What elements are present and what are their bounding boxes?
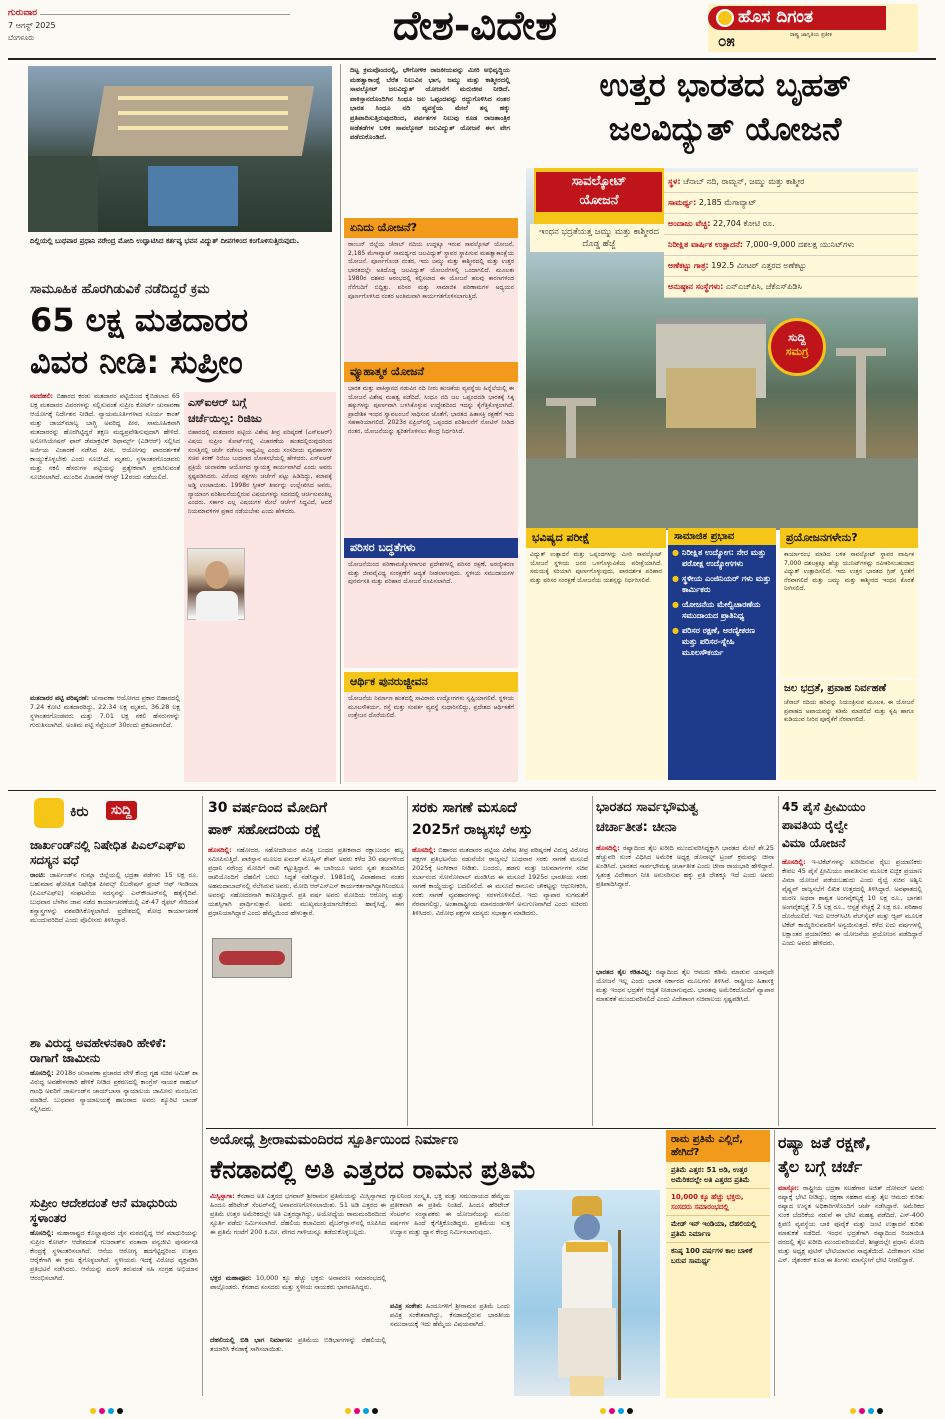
rama-info-item-2: 10,000 ಕ್ಕೂ ಹೆಚ್ಚು ಭಕ್ತರು, ಸಂಸದರು ಸಮಾರಂಭದಲ್ಲಿ <box>666 1189 770 1216</box>
voters-headline-2: ವಿವರ ನೀಡಿ: ಸುಪ್ರೀಂ <box>30 343 243 381</box>
registration-marks-mid <box>600 1408 633 1414</box>
hydro-water-text: ಚೆನಾಬ್ ನದಿಯ ಹರಿವನ್ನು ನಿಯಂತ್ರಿಸುವ ಮೂಲಕ, ಈ ಯೋಜನೆ ಪ್ರವಾಹದ ಅಪಾಯವನ್ನು ಕಡಿಮೆ ಮಾಡಲಿದೆ ಮತ್ತು ಕೃಷಿ ಹಾಗೂ ಕುಡಿಯುವ ನೀರಿನ ಪೂರೈಕೆಗೆ ನೆರವಾಗಲಿದೆ. <box>784 699 914 724</box>
rijiju-title: ಚರ್ಚೆಯಿಲ್ಲ: ರಿಜಿಜು <box>188 412 262 425</box>
section-title: ದೇಶ-ವಿದೇಶ <box>392 3 558 49</box>
rakhi-headline-1: 30 ವರ್ಷದಿಂದ ಮೋದಿಗೆ <box>208 800 327 816</box>
savalkot-tag-sub: ಇಂಧನ ಭದ್ರತೆಯತ್ತ ಜಮ್ಮು ಮತ್ತು ಕಾಶ್ಮೀರದ ದೊಡ್ಡ ಹೆಜ್ಜೆ <box>530 224 668 252</box>
hydro-future-box <box>526 528 666 780</box>
china-headline-1: ಭಾರತದ ಸಾರ್ವಭೌಮತ್ವ <box>596 800 699 815</box>
rijiju-text: ಬಿಹಾರದಲ್ಲಿ ಮತದಾರರ ಪಟ್ಟಿಯ ವಿಶೇಷ ತೀವ್ರ ಪರಿಷ್ಕರಣೆ (ಎಸ್‌ಐಆರ್) ವಿಷಯ ಸುಪ್ರೀಂ ಕೋರ್ಟ್‌ನಲ್ಲಿ ವಿಚಾರಣೆಯ ಹಂತದಲ್ಲಿರುವುದರಿಂದ ಸಂಸತ್ತಿನಲ್ಲಿ ಚರ್ಚೆ ನಡೆಸಲು ಸಾಧ್ಯವಿಲ್ಲ ಎಂದು ಸಂಸದೀಯ ವ್ಯವಹಾರಗಳ ಸಚಿವ ಕಿರಣ್ ರಿಜಿಜು ಬುಧವಾರ ಲೋಕಸಭೆಯಲ್ಲಿ ಹೇಳಿದರು. ಎಸ್‌ಐಆರ್ ಪ್ರಕ್ರಿಯೆ ಚುನಾವಣಾ ಆಯೋಗದ ಸ್ವಾಯತ್ತ ಕಾರ್ಯವಾಗಿದೆ ಎಂದು ಅವರು ಸ್ಪಷ್ಟಪಡಿಸಿದರು. ವಿರೋಧ ಪಕ್ಷಗಳು ಚರ್ಚೆಗೆ ಪಟ್ಟು ಹಿಡಿದಿದ್ದು, ಕಲಾಪಕ್ಕೆ ಅಡ್ಡಿ ಉಂಟಾಯಿತು. 1998ರ ಸ್ಪೀಕರ್ ತೀರ್ಪನ್ನು ಉಲ್ಲೇಖಿಸಿದ ಅವರು, ನ್ಯಾಯಾಂಗ ಪರಿಶೀಲನೆಯಲ್ಲಿರುವ ವಿಷಯಗಳನ್ನು ಸದನದಲ್ಲಿ ಚರ್ಚಿಸುವಂತಿಲ್ಲ ಎಂದರು. ಸರ್ಕಾರ ಎಲ್ಲ ವಿಷಯಗಳ ಮೇಲೆ ಚರ್ಚೆಗೆ ಸಿದ್ಧವಿದೆ, ಆದರೆ ನಿಯಮಾವಳಿಗಳ ಪ್ರಕಾರ ನಡೆಯಬೇಕು ಎಂದು ಹೇಳಿದರು. <box>188 429 332 516</box>
rakhi-headline-2: ಪಾಕ್ ಸಹೋದರಿಯ ರಕ್ಷೆ <box>208 822 322 838</box>
brand-logo-icon <box>716 9 734 27</box>
rama-info-item-4: ಕನಿಷ್ಠ 100 ವರ್ಷಗಳ ಕಾಲ ಬಾಳಿಕೆ ಬರುವ ಸಾಮರ್ಥ್ಯ <box>671 1247 753 1265</box>
insurance-headline-2: ಪಾವತಿಯ ರೈಲ್ವೇ <box>782 818 848 832</box>
hydro-strategic-title: ವ್ಯೂಹಾತ್ಮಕ ಯೋಜನೆ <box>344 362 518 382</box>
brief-2: ಶಾ ವಿರುದ್ಧ ಅವಹೇಳನಕಾರಿ ಹೇಳಿಕೆ: ರಾಗಾಗೆ ಜಾಮೀನು ಹೊಸದಿಲ್ಲಿ: 2018ರ ಚುನಾವಣಾ ಪ್ರಚಾರದ ವೇಳೆ ಕೇಂದ್ರ ಗೃಹ ಸಚಿವ ಅಮಿತ್ ಶಾ ವಿರುದ್ಧ ಅವಹೇಳನಕಾರಿ ಹೇಳಿಕೆ ನೀಡಿದ ಪ್ರಕರಣದಲ್ಲಿ ಕಾಂಗ್ರೆಸ್ ನಾಯಕ ರಾಹುಲ್ ಗಾಂಧಿ ಅವರಿಗೆ ಜಾರ್ಖಂಡ್‌ನ ಚಾಯ್‌ಬಾಸಾ ನ್ಯಾಯಾಲಯ ಜಾಮೀನು ಮಂಜೂರು ಮಾಡಿದೆ. ಬುಧವಾರ ನ್ಯಾಯಾಲಯಕ್ಕೆ ಹಾಜರಾದ ಅವರು ಶ್ಯೂರಿಟಿ ಬಾಂಡ್ ಸಲ್ಲಿಸಿದರು. <box>30 1036 198 1113</box>
fact-agencies: ಅನುಷ್ಠಾನ ಸಂಸ್ಥೆಗಳು: ಎನ್‌ಎಚ್‌ಪಿಸಿ, ಜೆಕೆಎಸ್‌ಪಿಡಿಸಿ <box>664 277 918 298</box>
fact-cost: ಅಂದಾಜು ವೆಚ್ಚ: 22,704 ಕೋಟಿ ರೂ. <box>664 214 918 235</box>
top-photo-caption: ದಿಲ್ಲಿಯಲ್ಲಿ ಬುಧವಾರ ಪ್ರಧಾನಿ ನರೇಂದ್ರ ಮೋದಿ ಉದ್ಘಾಟಿಸಿದ ಕರ್ತವ್ಯ ಭವನ ವಿದ್ಯುತ್ ದೀಪಗಳಿಂದ ಕಂಗೊಳಿಸುತ್ತಿರುವುದು. <box>30 237 300 245</box>
brief-1: ಜಾರ್ಖಂಡ್‌ನಲ್ಲಿ ನಿಷೇಧಿತ ಪಿಎಲ್‌ಎಫ್‌ಐ ಸದಸ್ಯನ ವಧೆ ರಾಂಚಿ: ಜಾರ್ಖಂಡ್‌ನ ಗುಮ್ಲಾ ಜಿಲ್ಲೆಯಲ್ಲಿ ಭದ್ರತಾ ಪಡೆಗಳು 15 ಲಕ್ಷ ರೂ. ಬಹುಮಾನ ಘೋಷಿತ ನಿಷೇಧಿತ ಪೀಪಲ್ಸ್ ಲಿಬರೇಷನ್ ಫ್ರಂಟ್ ಆಫ್ ಇಂಡಿಯಾ (ಪಿಎಲ್‌ಎಫ್‌ಐ) ಸಂಘಟನೆಯ ಸದಸ್ಯನನ್ನು ಎನ್‌ಕೌಂಟರ್‌ನಲ್ಲಿ ಹತ್ಯೆಗೈದಿವೆ. ಬುಧವಾರ ಬೆಳಗಿನ ಜಾವ ನಡೆದ ಕಾರ್ಯಾಚರಣೆಯಲ್ಲಿ ಎಕೆ-47 ರೈಫಲ್ ಸೇರಿದಂತೆ ಶಸ್ತ್ರಾಸ್ತ್ರಗಳನ್ನು ವಶಪಡಿಸಿಕೊಳ್ಳಲಾಗಿದೆ. ಪ್ರದೇಶದಲ್ಲಿ ಶೋಧ ಕಾರ್ಯಾಚರಣೆ ಮುಂದುವರಿದಿದೆ ಎಂದು ಪೊಲೀಸರು ತಿಳಿಸಿದ್ದಾರೆ. <box>30 838 198 924</box>
hydro-what-text: ರಾಂಬನ್ ಜಿಲ್ಲೆಯ ಚೆನಾಬ್ ನದಿಯ ಉದ್ದಕ್ಕೂ ಇರುವ ಸಾವಲ್ಕೋಟ್ ಯೋಜನೆ, 2,185 ಮೆಗಾವ್ಯಾಟ್ ಸಾಮರ್ಥ್ಯದ ಜಲವಿದ್ಯುತ್ ಸ್ಥಾವರ ಸ್ಥಾಪಿಸುವ ಮಹತ್ವಾಕಾಂಕ್ಷೆಯ ಯೋಜನೆ. ಪೂರ್ಣಗೊಂಡ ನಂತರ, ಇದು ಜಮ್ಮು ಮತ್ತು ಕಾಶ್ಮೀರದಲ್ಲಿ ಮತ್ತು ಉತ್ತರ ಭಾರತದಲ್ಲೇ ಅತಿದೊಡ್ಡ ಜಲವಿದ್ಯುತ್ ಯೋಜನೆಗಳಲ್ಲಿ ಒಂದಾಗಲಿದೆ. ಮೂಲತಃ 1980ರ ದಶಕದ ಆರಂಭದಲ್ಲಿ ಕಲ್ಪಿಸಲಾದ ಈ ಯೋಜನೆ ಹಲವು ಕಾರಣಗಳಿಂದ ನೆನೆಗುದಿಗೆ ಬಿದ್ದಿತ್ತು. ಪರಿಸರ ಮತ್ತು ಸಾಮಾಜಿಕ ಪರಿಣಾಮಗಳ ಅಧ್ಯಯನ ಪೂರ್ಣಗೊಳಿಸಿದ ನಂತರ ಅಂತಿಮವಾಗಿ ಕಾರ್ಯಗತಗೊಳಿಸಲಾಗುತ್ತಿದೆ. <box>348 241 514 300</box>
insurance-headline-3: ವಿಮಾ ಯೋಜನೆ <box>782 836 846 850</box>
rama-statue-photo <box>514 1190 660 1396</box>
registration-marks-right <box>850 1408 883 1414</box>
hydro-benefit-title: ಪ್ರಯೋಜನಗಳೇನು? <box>780 528 918 548</box>
rajyasabha-divider <box>592 796 593 1126</box>
rakhi-photo <box>212 938 292 978</box>
masthead-day: ಗುರುವಾರ <box>8 8 38 18</box>
voters-kicker: ಸಾಮೂಹಿಕ ಹೊರಗಿಡುವಿಕೆ ನಡೆದಿದ್ದರೆ ಕ್ರಮ <box>30 282 210 297</box>
rama-col2: ಗ್ಯಾಲನಿಂದ ಸಂಸ್ಕೃತಿ, ಭಕ್ತಿ ಮತ್ತು ಸಮುದಾಯದ ಹೆಮ್ಮೆಯ ಪ್ರತೀಕವಾಗಿ ಈ ಪ್ರತಿಮೆ ನಿಂತಿದೆ. ಹಿಂದೂ ಹೆರಿಟೇಜ್ ಸೆಂಟರ್‌ನ ಸಂಸ್ಥಾಪಕರು ಈ ಯೋಜನೆಯನ್ನು ಮೂರು ವರ್ಷಗಳ ಹಿಂದೆ ಕೈಗೆತ್ತಿಕೊಂಡಿದ್ದರು. ಪ್ರತಿಮೆಯ ಸುತ್ತ ಉದ್ಯಾನ ಮತ್ತು ಧ್ಯಾನ ಕೇಂದ್ರ ನಿರ್ಮಿಸಲಾಗುವುದು. <box>390 1192 510 1236</box>
social-item-2: ● ಸ್ಥಳೀಯ ಎಂಜಿನಿಯರ್ ಗಳು ಮತ್ತು ಕಾರ್ಮಿಕರು <box>668 571 776 597</box>
savalkot-tag-line-2: ಯೋಜನೆ <box>579 193 619 208</box>
insurance-headline-1: 45 ಪೈಸೆ ಪ್ರೀಮಿಯಂ <box>782 800 866 814</box>
china-divider <box>778 796 779 1126</box>
china-headline-2: ಚರ್ಚಾತೀತ: ಚೀನಾ <box>596 820 677 835</box>
brief-1-title: ಜಾರ್ಖಂಡ್‌ನಲ್ಲಿ ನಿಷೇಧಿತ ಪಿಎಲ್‌ಎಫ್‌ಐ ಸದಸ್ಯನ ವಧೆ <box>30 838 186 867</box>
brand-name: ಹೊಸ ದಿಗಂತ <box>738 7 813 27</box>
rama-holy: ಪವಿತ್ರ ಸಂಕೇತ: ಹಿಂದೂಗಳಿಗೆ ಶ್ರೀರಾಮನ ಪ್ರತಿಮೆ ಒಂದು ಪವಿತ್ರ ಸಂಕೇತವಾಗಿದ್ದು, ಕೆನಡಾದಲ್ಲಿರುವ ಭಾರತೀಯ ಸಮುದಾಯಕ್ಕೆ ಇದು ಹೆಮ್ಮೆಯ ವಿಷಯವಾಗಿದೆ. <box>390 1302 510 1328</box>
rakhi-text: ಹೊಸದಿಲ್ಲಿ: ಸಹೋದರ, ಸಹೋದರಿಯರ ಪವಿತ್ರ ಬಂಧದ ಪ್ರತೀಕವಾದ ರಕ್ಷಾಬಂಧನ ಹಬ್ಬ ಸಮೀಪಿಸುತ್ತಿದೆ. ಪಾಕಿಸ್ತಾನ ಮೂಲದ ಖಮರ್ ಮೊಹ್ಸಿನ್ ಶೇಖ್ ಅವರು ಕಳೆದ 30 ವರ್ಷಗಳಿಂದ ಪ್ರಧಾನಿ ನರೇಂದ್ರ ಮೋದಿಗೆ ರಾಖಿ ಕಟ್ಟುತ್ತಿದ್ದಾರೆ. ಈ ಬಾರಿಯೂ ಅವರು ಸ್ವತಃ ತಯಾರಿಸಿದ ರಾಖಿಯೊಂದಿಗೆ ದೆಹಲಿಗೆ ಬರಲು ಸಿದ್ಧತೆ ನಡೆಸಿದ್ದಾರೆ. 1981ರಲ್ಲಿ ವಿವಾಹವಾದ ನಂತರ ಅಹಮದಾಬಾದ್‌ನಲ್ಲಿ ನೆಲೆಸಿರುವ ಅವರು, ಮೋದಿ ಆರ್‌ಎಸ್‌ಎಸ್ ಕಾರ್ಯಕರ್ತರಾಗಿದ್ದಾಗಿನಿಂದಲೂ ಅವರನ್ನು ಸಹೋದರನಾಗಿ ಕಾಣುತ್ತಿದ್ದಾರೆ. ಪ್ರತಿ ವರ್ಷ ಅವರು ಮೋದಿಯ ಆರೋಗ್ಯ ಮತ್ತು ಯಶಸ್ಸಿಗಾಗಿ ಪ್ರಾರ್ಥಿಸುತ್ತಾರೆ. ಅವರು ಮುಖ್ಯಮಂತ್ರಿಯಾಗಬೇಕೆಂದು ಹಾರೈಸಿದ್ದೆ, ಈಗ ಪ್ರಧಾನಿಯಾಗಿದ್ದಾರೆ ಎಂದು ಹೆಮ್ಮೆಯಿಂದ ಹೇಳುತ್ತಾರೆ. <box>208 846 404 917</box>
insurance-text: ಹೊಸದಿಲ್ಲಿ: ಇ-ಟಿಕೆಟ್‌ಗಳನ್ನು ಖರೀದಿಸುವ ರೈಲು ಪ್ರಯಾಣಿಕರು ಕೇವಲ 45 ಪೈಸೆ ಪ್ರೀಮಿಯಂ ಪಾವತಿಸುವ ಮೂಲಕ ಐಚ್ಛಿಕ ಪ್ರಯಾಣ ವಿಮಾ ಯೋಜನೆ ಪಡೆಯಬಹುದು ಎಂದು ರೈಲ್ವೆ ಸಚಿವ ಅಶ್ವಿನಿ ವೈಷ್ಣವ್ ರಾಜ್ಯಸಭೆಗೆ ಲಿಖಿತ ಉತ್ತರದಲ್ಲಿ ತಿಳಿಸಿದ್ದಾರೆ. ಅಪಘಾತದಲ್ಲಿ ಮರಣ ಅಥವಾ ಶಾಶ್ವತ ಅಂಗವೈಕಲ್ಯಕ್ಕೆ 10 ಲಕ್ಷ ರೂ., ಭಾಗಶಃ ಅಂಗವೈಕಲ್ಯಕ್ಕೆ 7.5 ಲಕ್ಷ ರೂ., ಆಸ್ಪತ್ರೆ ವೆಚ್ಚಕ್ಕೆ 2 ಲಕ್ಷ ರೂ. ಪರಿಹಾರ ದೊರೆಯಲಿದೆ. ಇದು ಐಆರ್‌ಸಿಟಿಸಿ ವೆಬ್‌ಸೈಟ್ ಮತ್ತು ಆ್ಯಪ್ ಮೂಲಕ ಟಿಕೆಟ್ ಕಾಯ್ದಿರಿಸುವವರಿಗೆ ಅನ್ವಯಿಸುತ್ತದೆ. ಕಳೆದ ಐದು ವರ್ಷಗಳಲ್ಲಿ ಲಕ್ಷಾಂತರ ಪ್ರಯಾಣಿಕರು ಈ ಯೋಜನೆಯ ಪ್ರಯೋಜನ ಪಡೆದಿದ್ದಾರೆ ಎಂದು ಅವರು ಹೇಳಿದರು. <box>782 858 922 947</box>
page-number: ೦೫ <box>718 32 735 50</box>
savalkot-tag-line-1: ಸಾವಲ್ಕೋಟ್ <box>571 174 627 189</box>
fact-dam-size: ಅಣೆಕಟ್ಟು ಗಾತ್ರ: 192.5 ಮೀಟರ್ ಎತ್ತರದ ಅಣೆಕಟ್ಟು <box>664 256 918 277</box>
hydro-eco-text: ಯೋಜನೆಯ ನಿರ್ಮಾಣ ಹಂತದಲ್ಲಿ ಸಾವಿರಾರು ಉದ್ಯೋಗಗಳು ಸೃಷ್ಟಿಯಾಗಲಿವೆ. ಸ್ಥಳೀಯ ಮೂಲಸೌಕರ್ಯ, ರಸ್ತೆ ಮತ್ತು ಸಂಪರ್ಕ ವ್ಯವಸ್ಥೆ ಸುಧಾರಿಸಲಿದ್ದು, ಪ್ರದೇಶದ ಆರ್ಥಿಕತೆಗೆ ಉತ್ತೇಜನ ದೊರೆಯಲಿದೆ. <box>348 695 514 720</box>
hydro-water-title: ಜಲ ಭದ್ರತೆ, ಪ್ರವಾಹ ನಿರ್ವಹಣೆ <box>784 683 886 694</box>
rama-info-title: ರಾಮ ಪ್ರತಿಮೆ ಎಲ್ಲಿದೆ, ಹೇಗಿದೆ? <box>666 1130 770 1162</box>
hydro-env-text: ಯೋಜನೆಯಿಂದ ಪರಿಣಾಮಕ್ಕೊಳಗಾಗುವ ಪ್ರದೇಶಗಳಲ್ಲಿ ಪರಿಸರ ರಕ್ಷಣೆ, ಅರಣ್ಯೀಕರಣ ಮತ್ತು ಜೀವವೈವಿಧ್ಯ ಸಂರಕ್ಷಣೆಗೆ ಆದ್ಯತೆ ನೀಡಲಾಗುವುದು. ಸ್ಥಳೀಯ ಸಮುದಾಯಗಳ ಪುನರ್ವಸತಿ ಮತ್ತು ಪರಿಹಾರ ಯೋಜನೆ ರೂಪಿಸಲಾಗಿದೆ. <box>348 561 514 586</box>
oil-headline-1: ರಷ್ಯಾ ಜತೆ ರಕ್ಷಣೆ, <box>778 1133 872 1152</box>
rajyasabha-text: ಹೊಸದಿಲ್ಲಿ: ಬಿಹಾರದ ಮತದಾರರ ಪಟ್ಟಿಯ ವಿಶೇಷ ತೀವ್ರ ಪರಿಷ್ಕರಣೆ ವಿರುದ್ಧ ವಿರೋಧ ಪಕ್ಷಗಳ ಪ್ರತಿಭಟನೆಯ ನಡುವೆಯೇ ರಾಜ್ಯಸಭೆ ಬುಧವಾರ ಸರಕು ಸಾಗಣೆ ಮಸೂದೆ 2025ಕ್ಕೆ ಅಂಗೀಕಾರ ನೀಡಿತು. ಬಂದರು, ಹಡಗು ಮತ್ತು ಜಲಮಾರ್ಗಗಳ ಸಚಿವ ಸರ್ಬಾನಂದ ಸೋನೋವಾಲ್ ಮಂಡಿಸಿದ ಈ ಮಸೂದೆ 1925ರ ಭಾರತೀಯ ಸರಕು ಸಾಗಣೆ ಕಾಯ್ದೆಯನ್ನು ಬದಲಿಸಲಿದೆ. ಈ ಮಸೂದೆ ಕಾನೂನು ಚೌಕಟ್ಟನ್ನು ಆಧುನೀಕರಿಸಿ, ಸರಕು ಸಾಗಣೆ ವ್ಯವಹಾರಗಳನ್ನು ಸರಳಗೊಳಿಸಲಿದೆ. ಇದು ವ್ಯಾಪಾರ ಸುಗಮತೆಗೆ ನೆರವಾಗಲಿದ್ದು, ಅಂತಾರಾಷ್ಟ್ರೀಯ ಮಾನದಂಡಗಳಿಗೆ ಅನುಗುಣವಾಗಿದೆ ಎಂದು ಸಚಿವರು ತಿಳಿಸಿದರು. ವಿರೋಧ ಪಕ್ಷಗಳ ಸದಸ್ಯರು ಸಭಾತ್ಯಾಗ ಮಾಡಿದರು. <box>412 846 588 917</box>
hydro-headline-2: ಜಲವಿದ್ಯುತ್ ಯೋಜನೆ <box>608 110 842 148</box>
china-text: ಹೊಸದಿಲ್ಲಿ: ರಷ್ಯಾದಿಂದ ತೈಲ ಖರೀದಿ ಮುಂದುವರಿಸಿದ್ದಕ್ಕಾಗಿ ಭಾರತದ ಮೇಲೆ ಶೇ.25 ಹೆಚ್ಚುವರಿ ಸುಂಕ ವಿಧಿಸಿದ ಅಮೆರಿಕ ಅಧ್ಯಕ್ಷ ಡೊನಾಲ್ಡ್ ಟ್ರಂಪ್ ಕ್ರಮವನ್ನು ಚೀನಾ ಖಂಡಿಸಿದೆ. ಭಾರತದ ಸಾರ್ವಭೌಮತ್ವ ಚರ್ಚಾತೀತ ಎಂದು ಚೀನಾ ರಾಯಭಾರಿ ಹೇಳಿದ್ದಾರೆ. ಸ್ವತಂತ್ರ ವಿದೇಶಾಂಗ ನೀತಿ ಅನುಸರಿಸುವ ಹಕ್ಕು ಪ್ರತಿ ದೇಶಕ್ಕೂ ಇದೆ ಎಂದು ಅವರು ಪ್ರತಿಪಾದಿಸಿದ್ದಾರೆ. <box>596 844 774 888</box>
rama-sub: ಭಕ್ತರ ಮಹಾಪೂರ: 10,000 ಕ್ಕೂ ಹೆಚ್ಚು ಭಕ್ತರು ಅನಾವರಣ ಸಮಾರಂಭದಲ್ಲಿ ಪಾಲ್ಗೊಂಡರು. ಕೆನಡಾದ ಸಂಸದರು ಮತ್ತು ಸ್ಥಳೀಯ ನಾಯಕರು ಭಾಗವಹಿಸಿದ್ದರು. <box>210 1274 386 1291</box>
china-sub: ಭಾರತದ ತೈಲ ಕಡಿತವಿಲ್ಲ: ರಷ್ಯಾದಿಂದ ತೈಲ ಆಮದು ಕಡಿಮೆ ಮಾಡುವ ಯಾವುದೇ ಯೋಜನೆ ಇಲ್ಲ ಎಂದು ಭಾರತ ಸರ್ಕಾರದ ಮೂಲಗಳು ತಿಳಿಸಿವೆ. ರಾಷ್ಟ್ರೀಯ ಹಿತಾಸಕ್ತಿ ಮತ್ತು ಇಂಧನ ಭದ್ರತೆಗೆ ಆದ್ಯತೆ ನೀಡಲಾಗುವುದು. ಭಾರತವು ಅಮೆರಿಕದೊಂದಿಗೆ ವ್ಯಾಪಾರ ಮಾತುಕತೆ ಮುಂದುವರಿಸಲಿದೆ ಎಂದು ವಿದೇಶಾಂಗ ಸಚಿವಾಲಯ ಸ್ಪಷ್ಟಪಡಿಸಿದೆ. <box>596 968 774 1003</box>
hydro-future-title: ಭವಿಷ್ಯದ ಪರೀಕ್ಷೆ <box>526 528 666 548</box>
hydro-eco-box <box>344 672 518 782</box>
briefs-brand: ಕಿರು ಸುದ್ದಿ <box>34 798 154 832</box>
kartavya-bhavan-photo <box>28 66 332 232</box>
oil-headline-2: ತೈಲ ಬಗ್ಗೆ ಚರ್ಚೆ <box>778 1157 863 1176</box>
rama-headline: ಕೆನಡಾದಲ್ಲಿ ಅತಿ ಎತ್ತರದ ರಾಮನ ಪ್ರತಿಮೆ <box>210 1155 537 1184</box>
rama-sub2: ದೆಹಲಿಯಲ್ಲಿ ಬಿಡಿ ಭಾಗ ನಿರ್ಮಾಣ: ಪ್ರತಿಮೆಯ ಬಿಡಿಭಾಗಗಳನ್ನು ದೆಹಲಿಯಲ್ಲಿ ತಯಾರಿಸಿ ಕೆನಡಾಕ್ಕೆ ಸಾಗಿಸಲಾಯಿತು. <box>210 1336 386 1353</box>
briefs-divider <box>202 796 203 1396</box>
fact-output: ನಿರೀಕ್ಷಿತ ವಾರ್ಷಿಕ ಉತ್ಪಾದನೆ: 7,000–9,000 ದಶಲಕ್ಷ ಯುನಿಟ್‌ಗಳು <box>664 235 918 256</box>
oil-text: ಮಾಸ್ಕೋ: ರಾಷ್ಟ್ರೀಯ ಭದ್ರತಾ ಸಲಹೆಗಾರ ಅಜಿತ್ ದೋವಲ್ ಅವರು ರಷ್ಯಾಕ್ಕೆ ಭೇಟಿ ನೀಡಿದ್ದು, ರಕ್ಷಣಾ ಸಹಕಾರ ಮತ್ತು ತೈಲ ಆಮದು ಕುರಿತು ರಷ್ಯಾದ ಉನ್ನತ ಅಧಿಕಾರಿಗಳೊಂದಿಗೆ ಚರ್ಚೆ ನಡೆಸಿದ್ದಾರೆ. ಅಮೆರಿಕದ ಸುಂಕ ಬೆದರಿಕೆಯ ನಡುವೆ ಈ ಭೇಟಿ ಮಹತ್ವ ಪಡೆದಿದೆ. ಎಸ್-400 ಕ್ಷಿಪಣಿ ವ್ಯವಸ್ಥೆಯ ಬಾಕಿ ಪೂರೈಕೆ ಮತ್ತು ಜಂಟಿ ಉತ್ಪಾದನೆ ಕುರಿತು ಮಾತುಕತೆ ನಡೆದಿದೆ. ಇಂಧನ ಭದ್ರತೆಗಾಗಿ ರಷ್ಯಾದಿಂದ ರಿಯಾಯಿತಿ ದರದಲ್ಲಿ ತೈಲ ಖರೀದಿ ಮುಂದುವರಿಯಲಿದೆ. ಶೀಘ್ರದಲ್ಲೇ ಪ್ರಧಾನಿ ಮೋದಿ ಮತ್ತು ಅಧ್ಯಕ್ಷ ಪುಟಿನ್ ಭೇಟಿಯಾಗುವ ಸಾಧ್ಯತೆಯಿದೆ. ವಿದೇಶಾಂಗ ಸಚಿವ ಎಸ್. ಜೈಶಂಕರ್ ಕೂಡ ಈ ತಿಂಗಳು ಮಾಸ್ಕೋಗೆ ಭೇಟಿ ನೀಡಲಿದ್ದಾರೆ. <box>778 1184 924 1264</box>
hydro-strategic-text: ಭಾರತ ಮತ್ತು ಪಾಕಿಸ್ತಾನದ ನಡುವಿನ ನದಿ ನೀರು ಹಂಚಿಕೆಯ ವ್ಯವಸ್ಥೆಯ ಹಿನ್ನೆಲೆಯಲ್ಲಿ ಈ ಯೋಜನೆ ವಿಶೇಷ ಮಹತ್ವ ಪಡೆದಿದೆ. ಸಿಂಧೂ ನದಿ ಜಲ ಒಪ್ಪಂದದಡಿ ಭಾರತಕ್ಕೆ ಸಿಕ್ಕ ಹಕ್ಕುಗಳನ್ನು ಪೂರ್ಣವಾಗಿ ಬಳಸಿಕೊಳ್ಳುವ ಉದ್ದೇಶದಿಂದ ಇದನ್ನು ಕೈಗೆತ್ತಿಕೊಳ್ಳಲಾಗಿದೆ. ಪ್ರಾದೇಶಿಕ ಇಂಧನ ಸ್ವಾವಲಂಬನೆ ಸಾಧಿಸುವ ಜೊತೆಗೆ, ಭಾರತದ ಹಿತಾಸಕ್ತಿ ರಕ್ಷಣೆಗೆ ಇದು ಸಹಕಾರಿಯಾಗಲಿದೆ. 2023ರ ಏಪ್ರಿಲ್‌ನಲ್ಲಿ ಒಪ್ಪಂದದ ಪರಿಶೀಲನೆಗೆ ನೋಟಿಸ್ ನೀಡಿದ ನಂತರ, ಯೋಜನೆಯನ್ನು ತ್ವರಿತಗೊಳಿಸಲು ಕೇಂದ್ರ ನಿರ್ಧರಿಸಿದೆ. <box>348 385 514 435</box>
brief-3-text: ಮಹಾರಾಷ್ಟ್ರದ ಕೊಲ್ಹಾಪುರದ ಜೈನ ಮಠದಲ್ಲಿದ್ದ ಆನೆ ಮಾಧುರಿಯನ್ನು ಸುಪ್ರೀಂ ಕೋರ್ಟ್ ಆದೇಶದಂತೆ ಗುಜರಾತ್‌ನ ವಂತಾರಾ ವನ್ಯಜೀವಿ ಪುನರ್ವಸತಿ ಕೇಂದ್ರಕ್ಕೆ ಸ್ಥಳಾಂತರಿಸಲಾಗಿದೆ. ಆನೆಯ ಆರೋಗ್ಯ ಹದಗೆಟ್ಟಿದ್ದರಿಂದ ಉತ್ತಮ ಆರೈಕೆಗಾಗಿ ಈ ಕ್ರಮ ಕೈಗೊಳ್ಳಲಾಗಿದೆ. ಸ್ಥಳೀಯರು ಇದಕ್ಕೆ ವಿರೋಧ ವ್ಯಕ್ತಪಡಿಸಿ ಪ್ರತಿಭಟನೆ ನಡೆಸಿದರು. ಆನೆಯನ್ನು ಮರಳಿ ತರುವಂತೆ ಸಹಿ ಸಂಗ್ರಹ ಅಭಿಯಾನ ಆರಂಭಿಸಲಾಗಿದೆ. <box>30 1229 198 1282</box>
brief-2-text: 2018ರ ಚುನಾವಣಾ ಪ್ರಚಾರದ ವೇಳೆ ಕೇಂದ್ರ ಗೃಹ ಸಚಿವ ಅಮಿತ್ ಶಾ ವಿರುದ್ಧ ಅವಹೇಳನಕಾರಿ ಹೇಳಿಕೆ ನೀಡಿದ ಪ್ರಕರಣದಲ್ಲಿ ಕಾಂಗ್ರೆಸ್ ನಾಯಕ ರಾಹುಲ್ ಗಾಂಧಿ ಅವರಿಗೆ ಜಾರ್ಖಂಡ್‌ನ ಚಾಯ್‌ಬಾಸಾ ನ್ಯಾಯಾಲಯ ಜಾಮೀನು ಮಂಜೂರು ಮಾಡಿದೆ. ಬುಧವಾರ ನ್ಯಾಯಾಲಯಕ್ಕೆ ಹಾಜರಾದ ಅವರು ಶ್ಯೂರಿಟಿ ಬಾಂಡ್ ಸಲ್ಲಿಸಿದರು. <box>30 1069 198 1113</box>
masthead <box>0 0 945 58</box>
social-item-1: ● ನಿರೀಕ್ಷಿತ ಉದ್ಯೋಗ: ನೇರ ಮತ್ತು ಪರೋಕ್ಷ ಉದ್ಯೋಗಗಳು <box>668 545 776 571</box>
social-item-3: ● ಯೋಜನೆಯ ಮೇಲ್ವಿಚಾರಣೆಯ ಸಮುದಾಯದ ಪ್ರಾತಿನಿಧ್ಯ <box>668 597 776 623</box>
hydro-what-title: ಏನಿದು ಯೋಜನೆ? <box>344 218 518 238</box>
voters-stat: ಮತದಾರರ ಪಟ್ಟಿ ಪರಿಷ್ಕರಣೆ: ಚುನಾವಣಾ ಆಯೋಗದ ಪ್ರಕಾರ ಬಿಹಾರದಲ್ಲಿ 7.24 ಕೋಟಿ ಮತದಾರರಿದ್ದು, 22.34 ಲಕ್ಷ ಮೃತರು, 36.28 ಲಕ್ಷ ಸ್ಥಳಾಂತರಗೊಂಡವರು ಮತ್ತು 7.01 ಲಕ್ಷ ನಕಲಿ ಹೆಸರುಗಳನ್ನು ಗುರುತಿಸಲಾಗಿದೆ. ಅಂತಿಮ ಪಟ್ಟಿ ಸೆಪ್ಟೆಂಬರ್ 30ರಂದು ಪ್ರಕಟವಾಗಲಿದೆ. <box>30 694 180 729</box>
brand-block <box>708 4 918 52</box>
mid-rule <box>8 790 936 791</box>
rama-text: ಮಿಸ್ಸಿಸ್ಸಾಗಾ: ಕೆನಡಾದ ಅತಿ ಎತ್ತರದ ಭಗವಾನ್ ಶ್ರೀರಾಮನ ಪ್ರತಿಮೆಯನ್ನು ಮಿಸ್ಸಿಸ್ಸಾಗಾದ ಹಿಂದೂ ಹೆರಿಟೇಜ್ ಸೆಂಟರ್‌ನಲ್ಲಿ ಅನಾವರಣಗೊಳಿಸಲಾಯಿತು. 51 ಅಡಿ ಎತ್ತರದ ಈ ಪ್ರತಿಮೆ ಉತ್ತರ ಅಮೆರಿಕದಲ್ಲೇ ಅತಿ ಎತ್ತರದ್ದಾಗಿದ್ದು, ಅಯೋಧ್ಯೆಯ ರಾಮಮಂದಿರದಿಂದ ಸ್ಫೂರ್ತಿ ಪಡೆದು ನಿರ್ಮಿಸಲಾಗಿದೆ. ದೆಹಲಿಯ ಕಲಾವಿದರು ಫೈಬರ್‌ಗ್ಲಾಸ್‌ನಲ್ಲಿ ರೂಪಿಸಿದ ಈ ಪ್ರತಿಮೆ ಗಂಟೆಗೆ 200 ಕಿ.ಮೀ. ವೇಗದ ಗಾಳಿಯನ್ನೂ ತಡೆದುಕೊಳ್ಳಬಲ್ಲದು. <box>210 1192 386 1236</box>
voters-headline-1: 65 ಲಕ್ಷ ಮತದಾರರ <box>30 301 249 339</box>
fact-location: ಸ್ಥಳ: ಚೆನಾಬ್ ನದಿ, ರಾಮ್ಬನ್, ಜಮ್ಮು ಮತ್ತು ಕಾಶ್ಮೀರ <box>664 172 918 193</box>
hydro-env-title: ಪರಿಸರ ಬದ್ಧತೆಗಳು <box>344 538 518 558</box>
social-item-4: ● ಪರಿಸರ ರಕ್ಷಣೆ, ಅರಣ್ಯೀಕರಣ ಮತ್ತು ಪರಿಸರ-ಸ್ನೇಹಿ ಮೂಲಸೌಕರ್ಯ <box>668 623 776 660</box>
rama-info-box <box>666 1130 770 1398</box>
hydro-benefit-text: ಕಾರ್ಯಾರಂಭ ಮಾಡಿದ ಬಳಿಕ ಸಾವಲ್ಕೋಟ್ ಸ್ಥಾವರ ವಾರ್ಷಿಕ 7,000 ದಶಲಕ್ಷಕ್ಕೂ ಹೆಚ್ಚು ಯುನಿಟ್‌ಗಳಷ್ಟು ನವೀಕರಿಸಬಹುದಾದ ವಿದ್ಯುತ್ ಉತ್ಪಾದಿಸಲಿದೆ. ಇದು ಉತ್ತರ ಭಾರತದ ಗ್ರಿಡ್ ಸ್ಥಿರತೆಗೆ ನೆರವಾಗಲಿದೆ ಮತ್ತು ಜಮ್ಮು ಮತ್ತು ಕಾಶ್ಮೀರದ ಇಂಧನ ಕೊರತೆ ನೀಗಿಸಲಿದೆ. <box>784 551 914 593</box>
column-divider <box>340 64 341 784</box>
sudhi-samagra-badge: ಸುದ್ದಿ ಸಮಗ್ರ <box>768 318 826 376</box>
masthead-date: 7 ಆಗಸ್ಟ್ 2025 <box>8 21 56 30</box>
fact-capacity: ಸಾಮರ್ಥ್ಯ: 2,185 ಮೆಗಾವ್ಯಾಟ್ <box>664 193 918 214</box>
brief-1-text: ಜಾರ್ಖಂಡ್‌ನ ಗುಮ್ಲಾ ಜಿಲ್ಲೆಯಲ್ಲಿ ಭದ್ರತಾ ಪಡೆಗಳು 15 ಲಕ್ಷ ರೂ. ಬಹುಮಾನ ಘೋಷಿತ ನಿಷೇಧಿತ ಪೀಪಲ್ಸ್ ಲಿಬರೇಷನ್ ಫ್ರಂಟ್ ಆಫ್ ಇಂಡಿಯಾ (ಪಿಎಲ್‌ಎಫ್‌ಐ) ಸಂಘಟನೆಯ ಸದಸ್ಯನನ್ನು ಎನ್‌ಕೌಂಟರ್‌ನಲ್ಲಿ ಹತ್ಯೆಗೈದಿವೆ. ಬುಧವಾರ ಬೆಳಗಿನ ಜಾವ ನಡೆದ ಕಾರ್ಯಾಚರಣೆಯಲ್ಲಿ ಎಕೆ-47 ರೈಫಲ್ ಸೇರಿದಂತೆ ಶಸ್ತ್ರಾಸ್ತ್ರಗಳನ್ನು ವಶಪಡಿಸಿಕೊಳ್ಳಲಾಗಿದೆ. ಪ್ರದೇಶದಲ್ಲಿ ಶೋಧ ಕಾರ್ಯಾಚರಣೆ ಮುಂದುವರಿದಿದೆ ಎಂದು ಪೊಲೀಸರು ತಿಳಿಸಿದ್ದಾರೆ. <box>30 871 198 924</box>
registration-marks-left <box>90 1408 123 1414</box>
hydro-water-box <box>780 680 918 780</box>
brief-3: ಸುಪ್ರೀಂ ಆದೇಶದಂತೆ ಆನೆ ಮಾಧುರಿಯ ಸ್ಥಳಾಂತರ ಹೊಸದಿಲ್ಲಿ: ಮಹಾರಾಷ್ಟ್ರದ ಕೊಲ್ಹಾಪುರದ ಜೈನ ಮಠದಲ್ಲಿದ್ದ ಆನೆ ಮಾಧುರಿಯನ್ನು ಸುಪ್ರೀಂ ಕೋರ್ಟ್ ಆದೇಶದಂತೆ ಗುಜರಾತ್‌ನ ವಂತಾರಾ ವನ್ಯಜೀವಿ ಪುನರ್ವಸತಿ ಕೇಂದ್ರಕ್ಕೆ ಸ್ಥಳಾಂತರಿಸಲಾಗಿದೆ. ಆನೆಯ ಆರೋಗ್ಯ ಹದಗೆಟ್ಟಿದ್ದರಿಂದ ಉತ್ತಮ ಆರೈಕೆಗಾಗಿ ಈ ಕ್ರಮ ಕೈಗೊಳ್ಳಲಾಗಿದೆ. ಸ್ಥಳೀಯರು ಇದಕ್ಕೆ ವಿರೋಧ ವ್ಯಕ್ತಪಡಿಸಿ ಪ್ರತಿಭಟನೆ ನಡೆಸಿದರು. ಆನೆಯನ್ನು ಮರಳಿ ತರುವಂತೆ ಸಹಿ ಸಂಗ್ರಹ ಅಭಿಯಾನ ಆರಂಭಿಸಲಾಗಿದೆ. <box>30 1196 198 1282</box>
hydro-future-text: ವಿದ್ಯುತ್ ಉತ್ಪಾದನೆ ಮತ್ತು ಒಪ್ಪಂದಗಳನ್ನು ಮೀರಿ ಸಾವಲ್ಕೋಟ್ ಯೋಜನೆ ಸ್ಥಳೀಯ ಜನರ ಒಳಗೊಳ್ಳುವಿಕೆಯ ಪರೀಕ್ಷೆಯಾಗಿದೆ. ಸಮಯಕ್ಕೆ ಸರಿಯಾಗಿ ಪೂರ್ಣಗೊಳ್ಳುವುದು, ಪಾರದರ್ಶಕ ಪರಿಹಾರ ಮತ್ತು ಪರಿಸರ ಸಂರಕ್ಷಣೆ ಯೋಜನೆಯ ಯಶಸ್ಸನ್ನು ನಿರ್ಧರಿಸಲಿವೆ. <box>530 551 662 584</box>
voters-text: ನವದೆಹಲಿ: ಬಿಹಾರದ ಕರಡು ಮತದಾರರ ಪಟ್ಟಿಯಿಂದ ಕೈಬಿಡಲಾದ 65 ಲಕ್ಷ ಮತದಾರರ ವಿವರಗಳನ್ನು ಸಲ್ಲಿಸುವಂತೆ ಸುಪ್ರೀಂ ಕೋರ್ಟ್ ಚುನಾವಣಾ ಆಯೋಗಕ್ಕೆ ನಿರ್ದೇಶನ ನೀಡಿದೆ. ನ್ಯಾಯಮೂರ್ತಿಗಳಾದ ಸೂರ್ಯ ಕಾಂತ್ ಮತ್ತು ಜಾಯ್‌ಮಾಲ್ಯ ಬಾಗ್ಚಿ ಅವರಿದ್ದ ಪೀಠ, ಸಾಮೂಹಿಕವಾಗಿ ಮತದಾರರನ್ನು ಹೊರಗಿಟ್ಟಿದ್ದರೆ ತಕ್ಷಣ ಮಧ್ಯಪ್ರವೇಶಿಸುವುದಾಗಿ ಹೇಳಿದೆ. ಅಸೋಸಿಯೇಷನ್ ಫಾರ್ ಡೆಮಾಕ್ರಟಿಕ್ ರಿಫಾರ್ಮ್ಸ್ (ಎಡಿಆರ್) ಸಲ್ಲಿಸಿದ ಅರ್ಜಿಯ ವಿಚಾರಣೆ ನಡೆಸಿದ ಪೀಠ, ಆಯೋಗವು ಪಾರದರ್ಶಕತೆ ಕಾಯ್ದುಕೊಳ್ಳಬೇಕು ಎಂದು ಸೂಚಿಸಿದೆ. ಮೃತರು, ಸ್ಥಳಾಂತರಗೊಂಡವರು ಮತ್ತು ನಕಲಿ ಹೆಸರುಗಳ ಪಟ್ಟಿಯನ್ನು ಪ್ರತ್ಯೇಕವಾಗಿ ಪ್ರಕಟಿಸುವಂತೆ ಸೂಚಿಸಲಾಗಿದೆ. ಮುಂದಿನ ವಿಚಾರಣೆ ಆಗಸ್ಟ್ 12ರಂದು ನಡೆಯಲಿದೆ. <box>30 392 180 481</box>
rama-info-item-3: ಮೇಡ್ ಇನ್ ಇಂಡಿಯಾ, ದೆಹಲಿಯಲ್ಲಿ ಪ್ರತಿಮೆ ನಿರ್ಮಾಣ <box>666 1216 770 1243</box>
hydro-benefit-box <box>780 528 918 678</box>
rajyasabha-headline-2: 2025ಗೆ ರಾಜ್ಯಸಭೆ ಅಸ್ತು <box>412 822 533 838</box>
hydro-facts <box>664 172 918 298</box>
rama-info-item-1: ಪ್ರತಿಮೆ ಎತ್ತರ: 51 ಅಡಿ, ಉತ್ತರ ಅಮೆರಿಕದಲ್ಲೇ ಅತಿ ಎತ್ತರದ ಪ್ರತಿಮೆ <box>666 1162 770 1189</box>
masthead-underline <box>40 14 290 15</box>
lower-rule <box>206 1128 936 1129</box>
rakhi-divider <box>407 796 408 1126</box>
hydro-what-box <box>344 218 518 366</box>
rama-kicker: ಅಯೋಧ್ಯೆ ಶ್ರೀರಾಮಮಂದಿರದ ಸ್ಫೂರ್ತಿಯಿಂದ ನಿರ್ಮಾಣ <box>210 1132 459 1148</box>
hydro-eco-title: ಆರ್ಥಿಕ ಪುನರುಜ್ಜೀವನ <box>344 672 518 692</box>
hydro-headline-1: ಉತ್ತರ ಭಾರತದ ಬೃಹತ್ <box>599 66 851 104</box>
registration-marks-center <box>345 1408 378 1414</box>
hydro-env-box <box>344 538 518 668</box>
hydro-social-title: ಸಾಮಾಜಿಕ ಪ್ರಭಾವ <box>668 528 776 545</box>
rijiju-kicker: ಎಸ್‌ಐಆರ್ ಬಗ್ಗೆ <box>188 396 247 409</box>
masthead-rule <box>8 58 936 60</box>
brand-tagline: ರಾಷ್ಟ್ರ ಜಾಗೃತಿಯ ಪ್ರತೀಕ <box>790 32 832 38</box>
savalkot-tag-title <box>536 172 662 212</box>
rijiju-photo <box>187 548 245 620</box>
brief-3-title: ಸುಪ್ರೀಂ ಆದೇಶದಂತೆ ಆನೆ ಮಾಧುರಿಯ ಸ್ಥಳಾಂತರ <box>30 1196 178 1225</box>
hydro-strategic-box <box>344 362 518 538</box>
thumbs-up-icon <box>34 798 64 828</box>
brief-2-title: ಶಾ ವಿರುದ್ಧ ಅವಹೇಳನಕಾರಿ ಹೇಳಿಕೆ: ರಾಗಾಗೆ ಜಾಮೀನು <box>30 1036 167 1065</box>
hydro-intro: ದಿಟ್ಟ ಕ್ರಮವೊಂದರಲ್ಲಿ, ಭೌಗೋಳಿಕ ರಾಜಕೀಯವನ್ನು ಮೀರಿ ಅಭಿವೃದ್ಧಿಯ ಮಹತ್ವಾಕಾಂಕ್ಷೆ ಬೆರೆತ ನಿಲುವಿನ ಭಾಗ, ಜಮ್ಮು ಮತ್ತು ಕಾಶ್ಮೀರದಲ್ಲಿ ಸಾವಲ್ಕೋಟ್ ಜಲವಿದ್ಯುತ್ ಯೋಜನೆಗೆ ಮರುಜೀವ ನೀಡಿದೆ. ಪಾಕಿಸ್ತಾನದೊಂದಿಗಿನ ಸಿಂಧೂ ಜಲ ಒಪ್ಪಂದವನ್ನು ರದ್ದುಗೊಳಿಸಿದ ನಂತರ ಭಾರತ ಸಿಂಧೂ ನದಿ ವ್ಯವಸ್ಥೆಯ ಮೇಲೆ ತನ್ನ ಹಕ್ಕು ಪ್ರತಿಪಾದಿಸುತ್ತಿರುವುದರಿಂದ, ಪರ್ವತಗಳ ನಿಲುವು ಕೂಡ ರಾಜತಾಂತ್ರಿಕ ಅಡೆತಡೆಗಳ ಬಳಿಕ ಸಾವಲ್ಕೋಟ್ ಜಲವಿದ್ಯುತ್ ಯೋಜನೆ ಈಗ ವೇಗ ಪಡೆದುಕೊಂಡಿದೆ. <box>350 66 510 142</box>
hydro-social-box <box>668 528 776 780</box>
oil-divider <box>774 1130 775 1396</box>
masthead-city: ಬೆಂಗಳೂರು <box>8 34 35 42</box>
rajyasabha-headline-1: ಸರಕು ಸಾಗಣೆ ಮಸೂದೆ <box>412 800 517 816</box>
